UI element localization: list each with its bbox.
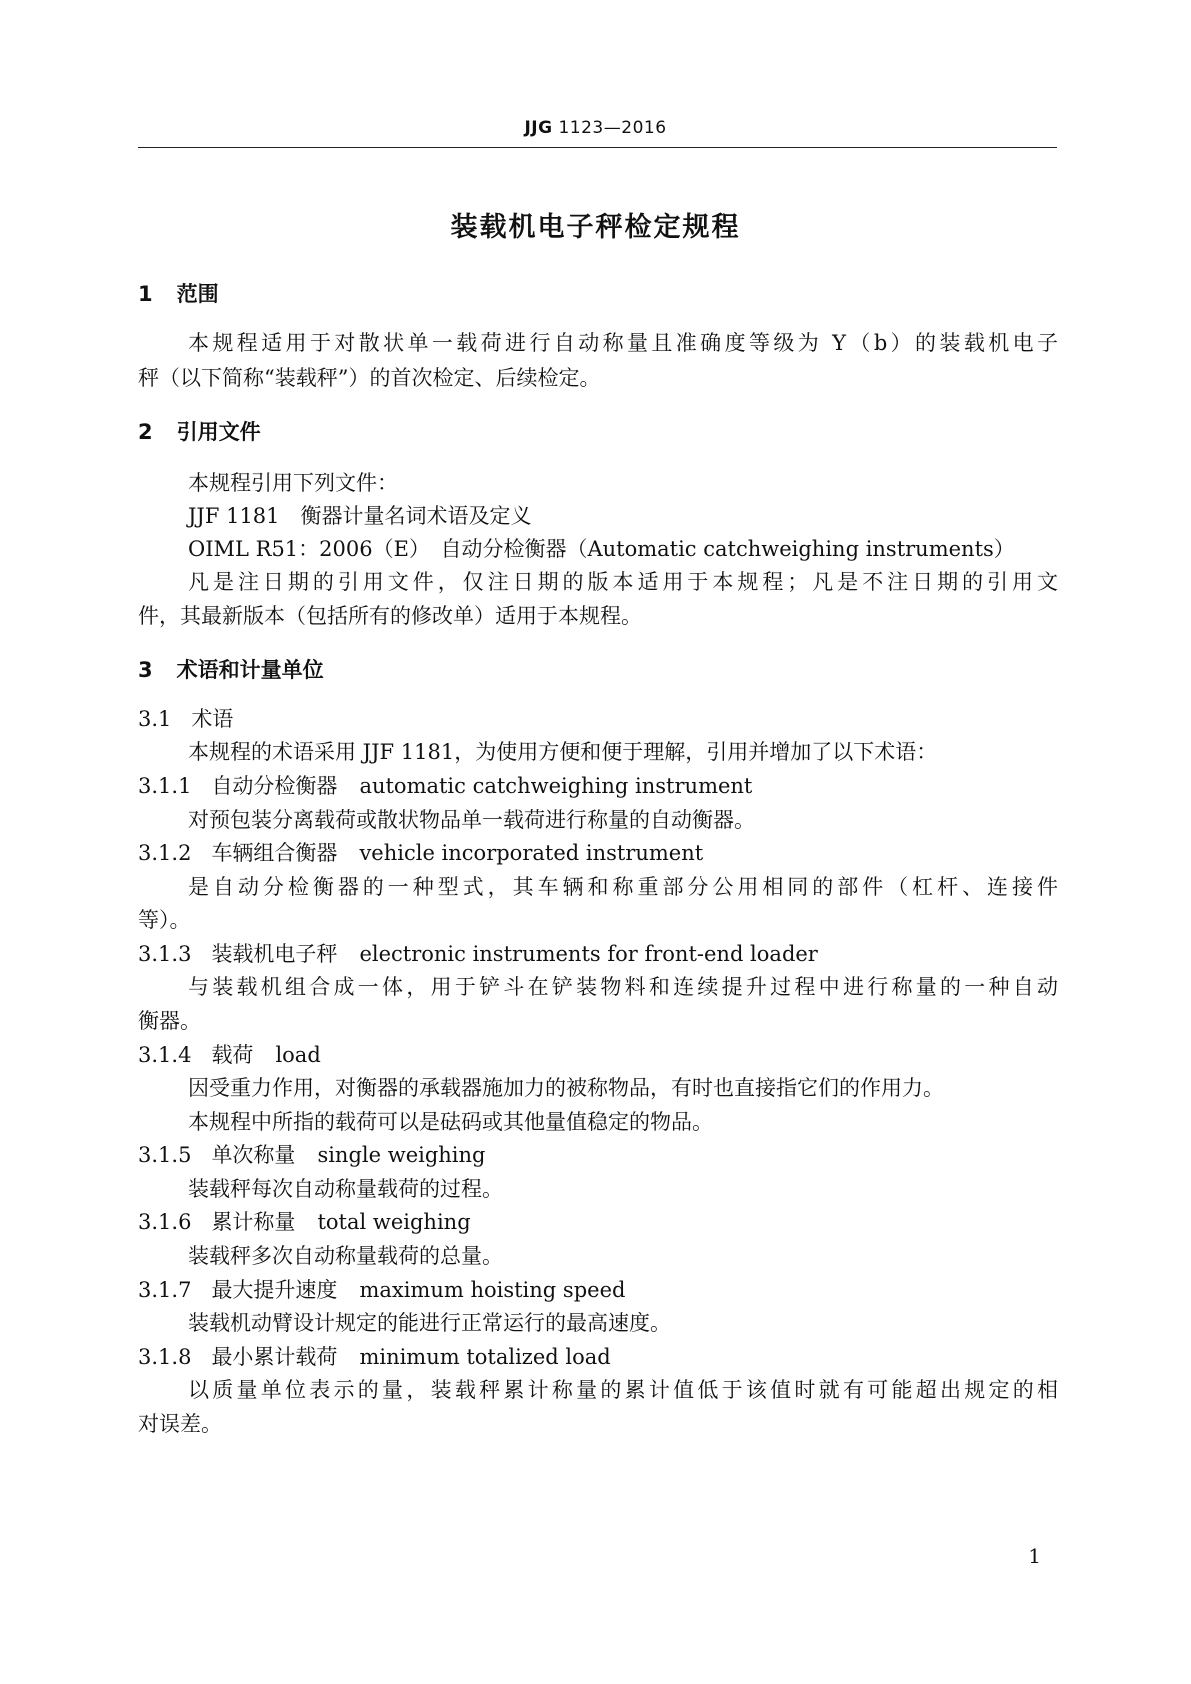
term-name: 载荷 [211,1043,254,1067]
section-title: 术语和计量单位 [176,658,324,682]
section-2-heading [138,417,261,447]
term-number: 3.1.1 [138,774,192,798]
paragraph-line: 本规程适用于对散状单一载荷进行自动称量且准确度等级为 Y（b）的装载机电子 [188,331,1058,355]
paragraph-line: 本规程的术语采用 JJF 1181，为使用方便和便于理解，引用并增加了以下术语： [188,740,938,764]
term-name: 车辆组合衡器 [211,841,338,865]
subsection-title: 术语 [191,707,234,731]
term-entry [138,1207,471,1237]
reference-item: OIML R51：2006（E） 自动分检衡器（Automatic catchweighing instruments） [188,537,1015,561]
page-number: 1 [1028,1544,1041,1568]
term-entry [138,838,703,868]
section-number: 3 [138,658,153,682]
section-title: 引用文件 [176,420,261,444]
term-definition: 是自动分检衡器的一种型式，其车辆和称重部分公用相同的部件（杠杆、连接件 [188,875,1058,899]
term-definition: 以质量单位表示的量，装载秤累计称量的累计值低于该值时就有可能超出规定的相 [188,1378,1058,1402]
term-number: 3.1.5 [138,1143,192,1167]
term-entry [138,771,752,801]
reference-item: JJF 1181 衡器计量名词术语及定义 [188,504,532,528]
term-english: total weighing [317,1210,471,1234]
section-number: 1 [138,282,153,306]
term-number: 3.1.4 [138,1043,192,1067]
term-number: 3.1.8 [138,1345,192,1369]
header-divider [138,147,1057,148]
term-definition: 对误差。 [138,1412,222,1436]
term-definition: 因受重力作用，对衡器的承载器施加力的被称物品，有时也直接指它们的作用力。 [188,1076,944,1100]
paragraph-line: 件，其最新版本（包括所有的修改单）适用于本规程。 [138,604,642,628]
term-english: maximum hoisting speed [359,1278,626,1302]
term-entry [138,1275,625,1305]
paragraph-line: 本规程引用下列文件： [188,471,398,495]
term-definition: 本规程中所指的载荷可以是砝码或其他量值稳定的物品。 [188,1110,713,1134]
term-name: 最大提升速度 [211,1278,338,1302]
term-entry [138,939,818,969]
term-english: automatic catchweighing instrument [359,774,753,798]
term-entry [138,1342,611,1372]
term-english: vehicle incorporated instrument [359,841,704,865]
term-definition: 等）。 [138,908,191,932]
paragraph-line: 凡是注日期的引用文件，仅注日期的版本适用于本规程；凡是不注日期的引用文 [188,570,1058,594]
term-definition: 装载秤每次自动称量载荷的过程。 [188,1177,503,1201]
standard-code-header [0,118,1191,138]
document-title: 装载机电子秤检定规程 [450,212,741,243]
term-english: minimum totalized load [359,1345,611,1369]
term-name: 累计称量 [211,1210,296,1234]
paragraph-line: 秤（以下简称“装载秤”）的首次检定、后续检定。 [138,366,601,390]
term-number: 3.1.2 [138,841,192,865]
subsection-number: 3.1 [138,707,172,731]
term-definition: 装载机动臂设计规定的能进行正常运行的最高速度。 [188,1311,671,1335]
term-definition: 对预包装分离载荷或散状物品单一载荷进行称量的自动衡器。 [188,808,755,832]
section-number: 2 [138,420,153,444]
term-english: electronic instruments for front-end loader [359,942,818,966]
term-english: load [275,1043,321,1067]
term-number: 3.1.3 [138,942,192,966]
term-name: 自动分检衡器 [211,774,338,798]
term-number: 3.1.6 [138,1210,192,1234]
section-3-heading [138,655,324,685]
term-name: 装载机电子秤 [211,942,338,966]
subsection-3-1-heading [138,704,233,734]
standard-code-prefix: JJG [524,118,553,138]
term-definition: 与装载机组合成一体，用于铲斗在铲装物料和连续提升过程中进行称量的一种自动 [188,975,1058,999]
term-entry [138,1040,321,1070]
term-name: 最小累计载荷 [211,1345,338,1369]
term-name: 单次称量 [211,1143,296,1167]
term-english: single weighing [317,1143,486,1167]
section-1-heading [138,279,219,309]
standard-code-number: 1123—2016 [558,118,667,138]
term-definition: 衡器。 [138,1009,201,1033]
section-title: 范围 [176,282,219,306]
term-number: 3.1.7 [138,1278,192,1302]
term-definition: 装载秤多次自动称量载荷的总量。 [188,1244,503,1268]
term-entry [138,1140,486,1170]
